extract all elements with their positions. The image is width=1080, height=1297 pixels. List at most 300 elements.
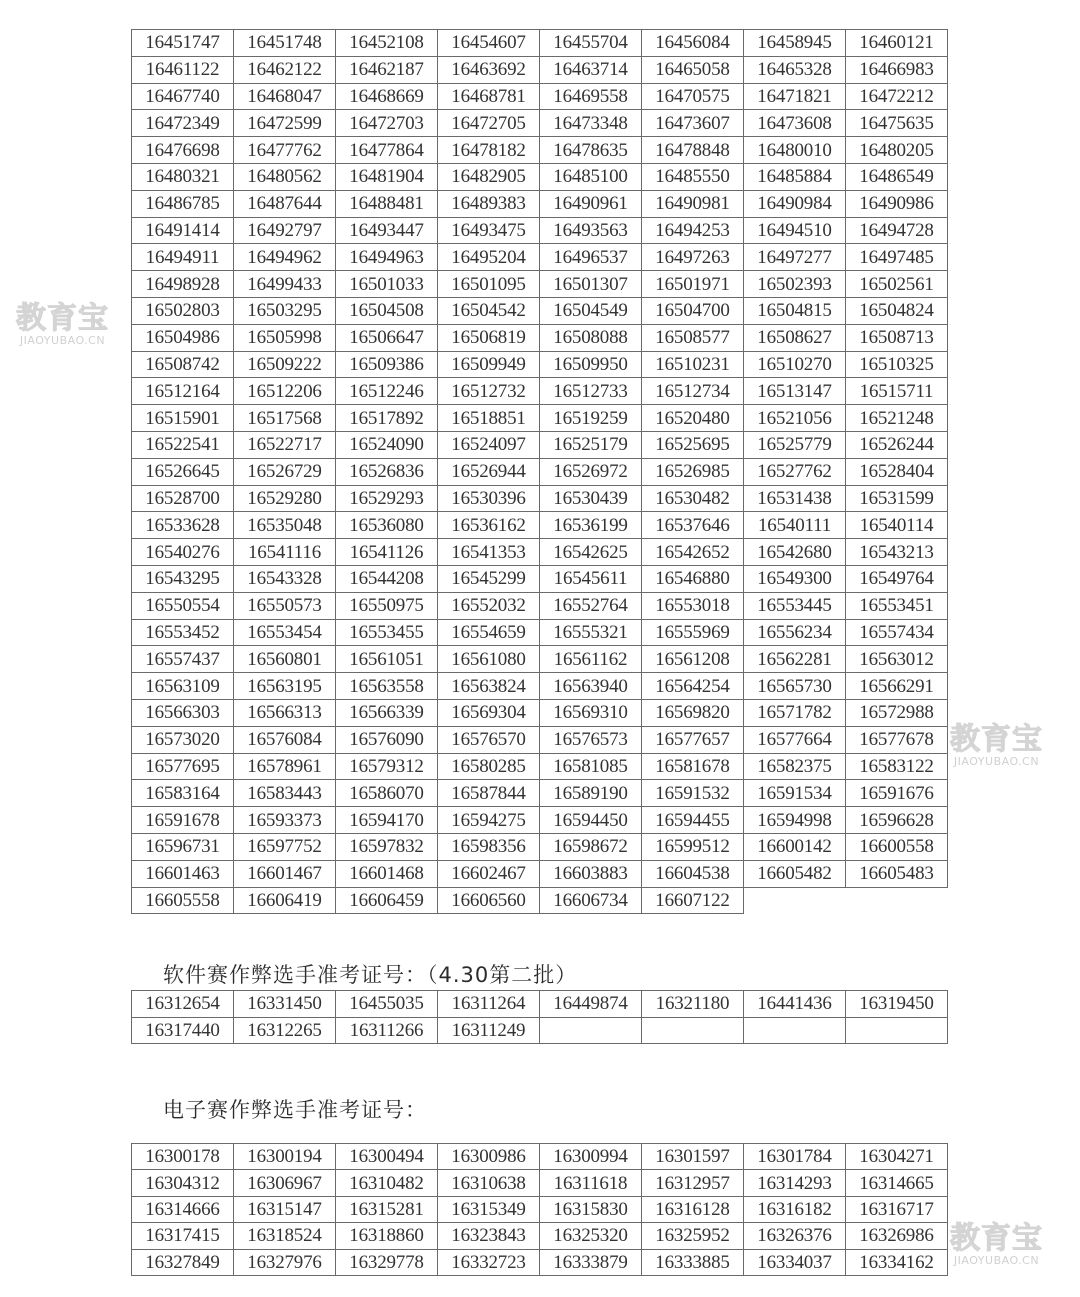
exam-number-cell: 16518851: [438, 405, 540, 432]
exam-number-cell: 16596731: [132, 833, 234, 860]
exam-number-cell: 16512246: [336, 378, 438, 405]
exam-number-cell: 16493563: [540, 217, 642, 244]
exam-number-cell: 16310638: [438, 1170, 540, 1196]
exam-number-cell: 16577664: [744, 726, 846, 753]
exam-number-cell: 16576090: [336, 726, 438, 753]
exam-number-cell: 16605483: [846, 860, 948, 887]
exam-number-cell: 16601468: [336, 860, 438, 887]
exam-number-cell: 16472349: [132, 110, 234, 137]
exam-number-cell: 16327976: [234, 1249, 336, 1275]
exam-number-cell: 16552032: [438, 592, 540, 619]
table-row: [132, 991, 948, 1018]
table-row: [132, 431, 948, 458]
exam-number-cell: 16325952: [642, 1223, 744, 1249]
watermark-cn-text: 教育宝: [950, 722, 1043, 757]
empty-cell: [642, 1017, 744, 1044]
table-row: [132, 1170, 948, 1196]
exam-number-cell: 16504700: [642, 297, 744, 324]
exam-number-cell: 16565730: [744, 673, 846, 700]
exam-number-cell: 16469558: [540, 83, 642, 110]
exam-number-cell: 16310482: [336, 1170, 438, 1196]
table-row: [132, 190, 948, 217]
table-row: [132, 324, 948, 351]
exam-number-cell: 16317415: [132, 1223, 234, 1249]
exam-number-cell: 16488481: [336, 190, 438, 217]
exam-number-cell: 16571782: [744, 699, 846, 726]
exam-number-cell: 16504508: [336, 297, 438, 324]
exam-number-cell: 16561162: [540, 646, 642, 673]
exam-number-cell: 16480205: [846, 137, 948, 164]
exam-number-cell: 16550554: [132, 592, 234, 619]
exam-number-cell: 16326986: [846, 1223, 948, 1249]
watermark-logo: [950, 1223, 1043, 1267]
exam-number-cell: 16589190: [540, 780, 642, 807]
exam-number-cell: 16555321: [540, 619, 642, 646]
exam-number-cell: 16560801: [234, 646, 336, 673]
watermark-en-text: JIAOYUBAO.CN: [953, 755, 1040, 768]
exam-number-cell: 16506819: [438, 324, 540, 351]
exam-number-cell: 16594998: [744, 807, 846, 834]
exam-number-cell: 16332723: [438, 1249, 540, 1275]
table-row: [132, 807, 948, 834]
exam-number-cell: 16486785: [132, 190, 234, 217]
exam-number-cell: 16315349: [438, 1196, 540, 1222]
exam-number-cell: 16566313: [234, 699, 336, 726]
table-row: [132, 56, 948, 83]
exam-number-cell: 16497485: [846, 244, 948, 271]
exam-number-cell: 16473348: [540, 110, 642, 137]
exam-number-cell: 16478182: [438, 137, 540, 164]
exam-number-cell: 16515711: [846, 378, 948, 405]
exam-number-cell: 16333879: [540, 1249, 642, 1275]
exam-number-cell: 16311618: [540, 1170, 642, 1196]
exam-number-cell: 16473608: [744, 110, 846, 137]
exam-number-cell: 16312654: [132, 991, 234, 1018]
exam-number-cell: 16502803: [132, 297, 234, 324]
exam-number-cell: 16478635: [540, 137, 642, 164]
exam-number-cell: 16480010: [744, 137, 846, 164]
table-row: [132, 244, 948, 271]
exam-number-cell: 16508713: [846, 324, 948, 351]
exam-number-cell: 16502393: [744, 271, 846, 298]
empty-cell: [744, 1017, 846, 1044]
table-row: [132, 137, 948, 164]
exam-number-cell: 16591534: [744, 780, 846, 807]
exam-number-cell: 16569304: [438, 699, 540, 726]
exam-number-cell: 16311264: [438, 991, 540, 1018]
exam-number-cell: 16473607: [642, 110, 744, 137]
exam-number-cell: 16472705: [438, 110, 540, 137]
exam-number-cell: 16512206: [234, 378, 336, 405]
exam-number-cell: 16577695: [132, 753, 234, 780]
table-row: [132, 833, 948, 860]
exam-number-cell: 16599512: [642, 833, 744, 860]
exam-number-cell: 16591676: [846, 780, 948, 807]
exam-number-cell: 16556234: [744, 619, 846, 646]
exam-number-cell: 16562281: [744, 646, 846, 673]
exam-number-cell: 16583164: [132, 780, 234, 807]
exam-number-cell: 16544208: [336, 565, 438, 592]
exam-number-cell: 16316128: [642, 1196, 744, 1222]
table-row: [132, 1249, 948, 1275]
exam-number-cell: 16596628: [846, 807, 948, 834]
software-section-title: 软件赛作弊选手准考证号：（4.30第二批）: [163, 963, 578, 987]
exam-number-cell: 16490984: [744, 190, 846, 217]
exam-number-cell: 16456084: [642, 30, 744, 57]
exam-number-cell: 16535048: [234, 512, 336, 539]
table-row: [132, 699, 948, 726]
table-row: [132, 512, 948, 539]
exam-number-cell: 16472212: [846, 83, 948, 110]
exam-number-cell: 16510270: [744, 351, 846, 378]
exam-number-cell: 16525779: [744, 431, 846, 458]
electronic-section-title: 电子赛作弊选手准考证号：: [163, 1098, 427, 1122]
table-row: [132, 780, 948, 807]
exam-number-cell: 16515901: [132, 405, 234, 432]
exam-number-cell: 16493447: [336, 217, 438, 244]
exam-number-cell: 16553445: [744, 592, 846, 619]
table-row: [132, 539, 948, 566]
exam-number-cell: 16526645: [132, 458, 234, 485]
exam-number-cell: 16510231: [642, 351, 744, 378]
exam-number-cell: 16334037: [744, 1249, 846, 1275]
exam-number-cell: 16493475: [438, 217, 540, 244]
watermark-en-text: JIAOYUBAO.CN: [953, 1254, 1040, 1267]
exam-number-cell: 16325320: [540, 1223, 642, 1249]
exam-number-cell: 16462122: [234, 56, 336, 83]
exam-number-cell: 16553454: [234, 619, 336, 646]
exam-number-cell: 16561051: [336, 646, 438, 673]
exam-number-cell: 16563012: [846, 646, 948, 673]
exam-number-cell: 16525179: [540, 431, 642, 458]
exam-number-cell: 16541116: [234, 539, 336, 566]
exam-number-cell: 16314665: [846, 1170, 948, 1196]
exam-number-cell: 16487644: [234, 190, 336, 217]
exam-number-cell: 16522717: [234, 431, 336, 458]
exam-number-cell: 16321180: [642, 991, 744, 1018]
exam-number-cell: 16526729: [234, 458, 336, 485]
exam-number-cell: 16475635: [846, 110, 948, 137]
exam-number-cell: 16300494: [336, 1144, 438, 1170]
exam-number-cell: 16486549: [846, 163, 948, 190]
exam-number-cell: 16542680: [744, 539, 846, 566]
table-row: [132, 271, 948, 298]
table-row: [132, 217, 948, 244]
table-row: [132, 30, 948, 57]
exam-number-cell: 16498928: [132, 271, 234, 298]
exam-number-cell: 16485550: [642, 163, 744, 190]
exam-number-cell: 16476698: [132, 137, 234, 164]
empty-cell: [846, 1017, 948, 1044]
table-row: [132, 753, 948, 780]
exam-number-cell: 16458945: [744, 30, 846, 57]
exam-number-cell: 16581085: [540, 753, 642, 780]
exam-number-cell: 16586070: [336, 780, 438, 807]
exam-number-cell: 16316182: [744, 1196, 846, 1222]
table-row: [132, 297, 948, 324]
exam-number-cell: 16530439: [540, 485, 642, 512]
exam-number-cell: 16517568: [234, 405, 336, 432]
watermark-en-text: JIAOYUBAO.CN: [19, 334, 106, 347]
exam-number-cell: 16600142: [744, 833, 846, 860]
exam-number-cell: 16512164: [132, 378, 234, 405]
exam-number-cell: 16455704: [540, 30, 642, 57]
exam-number-cell: 16601463: [132, 860, 234, 887]
exam-number-cell: 16455035: [336, 991, 438, 1018]
exam-number-cell: 16576570: [438, 726, 540, 753]
exam-number-cell: 16545611: [540, 565, 642, 592]
watermark-cn-text: 教育宝: [16, 301, 109, 336]
exam-number-cell: 16306967: [234, 1170, 336, 1196]
exam-number-cell: 16301784: [744, 1144, 846, 1170]
exam-number-cell: 16606734: [540, 887, 642, 914]
exam-number-cell: 16315281: [336, 1196, 438, 1222]
main-exam-number-table: [131, 29, 948, 914]
table-row: [132, 887, 948, 914]
exam-number-cell: 16597752: [234, 833, 336, 860]
exam-number-cell: 16319450: [846, 991, 948, 1018]
exam-number-cell: 16550573: [234, 592, 336, 619]
exam-number-cell: 16468047: [234, 83, 336, 110]
exam-number-cell: 16606419: [234, 887, 336, 914]
exam-number-cell: 16504815: [744, 297, 846, 324]
exam-number-cell: 16594170: [336, 807, 438, 834]
exam-number-cell: 16492797: [234, 217, 336, 244]
exam-number-cell: 16312957: [642, 1170, 744, 1196]
exam-number-cell: 16501971: [642, 271, 744, 298]
exam-number-cell: 16509222: [234, 351, 336, 378]
exam-number-cell: 16512733: [540, 378, 642, 405]
exam-number-cell: 16499433: [234, 271, 336, 298]
exam-number-cell: 16566303: [132, 699, 234, 726]
exam-number-cell: 16463714: [540, 56, 642, 83]
table-row: [132, 1196, 948, 1222]
exam-number-cell: 16490986: [846, 190, 948, 217]
exam-number-cell: 16578961: [234, 753, 336, 780]
exam-number-cell: 16543213: [846, 539, 948, 566]
exam-number-cell: 16602467: [438, 860, 540, 887]
exam-number-cell: 16552764: [540, 592, 642, 619]
exam-number-cell: 16563558: [336, 673, 438, 700]
exam-number-cell: 16536080: [336, 512, 438, 539]
exam-number-cell: 16581678: [642, 753, 744, 780]
exam-number-cell: 16505998: [234, 324, 336, 351]
exam-number-cell: 16531599: [846, 485, 948, 512]
exam-number-cell: 16506647: [336, 324, 438, 351]
exam-number-cell: 16466983: [846, 56, 948, 83]
table-row: [132, 1017, 948, 1044]
exam-number-cell: 16536162: [438, 512, 540, 539]
exam-number-cell: 16591532: [642, 780, 744, 807]
exam-number-cell: 16470575: [642, 83, 744, 110]
exam-number-cell: 16564254: [642, 673, 744, 700]
exam-number-cell: 16519259: [540, 405, 642, 432]
exam-number-cell: 16526944: [438, 458, 540, 485]
table-row: [132, 565, 948, 592]
exam-number-cell: 16579312: [336, 753, 438, 780]
exam-number-cell: 16495204: [438, 244, 540, 271]
exam-number-cell: 16526244: [846, 431, 948, 458]
exam-number-cell: 16542652: [642, 539, 744, 566]
table-row: [132, 592, 948, 619]
exam-number-cell: 16494962: [234, 244, 336, 271]
exam-number-cell: 16577657: [642, 726, 744, 753]
exam-number-cell: 16489383: [438, 190, 540, 217]
exam-number-cell: 16512734: [642, 378, 744, 405]
exam-number-cell: 16491414: [132, 217, 234, 244]
exam-number-cell: 16477864: [336, 137, 438, 164]
exam-number-cell: 16468781: [438, 83, 540, 110]
table-row: [132, 646, 948, 673]
exam-number-cell: 16472703: [336, 110, 438, 137]
exam-number-cell: 16540111: [744, 512, 846, 539]
exam-number-cell: 16494911: [132, 244, 234, 271]
exam-number-cell: 16333885: [642, 1249, 744, 1275]
exam-number-cell: 16524097: [438, 431, 540, 458]
exam-number-cell: 16508742: [132, 351, 234, 378]
exam-number-cell: 16509949: [438, 351, 540, 378]
watermark-cn-text: 教育宝: [950, 1221, 1043, 1256]
table-row: [132, 458, 948, 485]
exam-number-cell: 16525695: [642, 431, 744, 458]
exam-number-cell: 16454607: [438, 30, 540, 57]
exam-number-cell: 16497263: [642, 244, 744, 271]
exam-number-cell: 16553451: [846, 592, 948, 619]
exam-number-cell: 16472599: [234, 110, 336, 137]
exam-number-cell: 16546880: [642, 565, 744, 592]
exam-number-cell: 16528700: [132, 485, 234, 512]
exam-number-cell: 16542625: [540, 539, 642, 566]
exam-number-cell: 16463692: [438, 56, 540, 83]
exam-number-cell: 16536199: [540, 512, 642, 539]
exam-number-cell: 16477762: [234, 137, 336, 164]
exam-number-cell: 16504986: [132, 324, 234, 351]
exam-number-cell: 16557434: [846, 619, 948, 646]
exam-number-cell: 16533628: [132, 512, 234, 539]
exam-number-cell: 16508627: [744, 324, 846, 351]
exam-number-cell: 16465058: [642, 56, 744, 83]
exam-number-cell: 16509386: [336, 351, 438, 378]
exam-number-cell: 16553452: [132, 619, 234, 646]
exam-number-cell: 16537646: [642, 512, 744, 539]
exam-number-cell: 16460121: [846, 30, 948, 57]
exam-number-cell: 16587844: [438, 780, 540, 807]
exam-number-cell: 16501307: [540, 271, 642, 298]
exam-number-cell: 16494253: [642, 217, 744, 244]
exam-number-cell: 16520480: [642, 405, 744, 432]
exam-number-cell: 16545299: [438, 565, 540, 592]
table-row: [132, 378, 948, 405]
table-row: [132, 110, 948, 137]
exam-number-cell: 16530396: [438, 485, 540, 512]
exam-number-cell: 16593373: [234, 807, 336, 834]
exam-number-cell: 16524090: [336, 431, 438, 458]
exam-number-cell: 16604538: [642, 860, 744, 887]
exam-number-cell: 16451747: [132, 30, 234, 57]
exam-number-cell: 16480562: [234, 163, 336, 190]
watermark-logo: [950, 724, 1043, 768]
exam-number-cell: 16566291: [846, 673, 948, 700]
exam-number-cell: 16543328: [234, 565, 336, 592]
exam-number-cell: 16541126: [336, 539, 438, 566]
exam-number-cell: 16572988: [846, 699, 948, 726]
exam-number-cell: 16304312: [132, 1170, 234, 1196]
exam-number-cell: 16485100: [540, 163, 642, 190]
exam-number-cell: 16597832: [336, 833, 438, 860]
exam-number-cell: 16553018: [642, 592, 744, 619]
exam-number-cell: 16315830: [540, 1196, 642, 1222]
table-row: [132, 83, 948, 110]
exam-number-cell: 16573020: [132, 726, 234, 753]
exam-number-cell: 16563195: [234, 673, 336, 700]
exam-number-cell: 16529293: [336, 485, 438, 512]
table-row: [132, 619, 948, 646]
exam-number-cell: 16563109: [132, 673, 234, 700]
exam-number-cell: 16304271: [846, 1144, 948, 1170]
exam-number-cell: 16554659: [438, 619, 540, 646]
exam-number-cell: 16540114: [846, 512, 948, 539]
software-exam-number-table: [131, 990, 948, 1044]
exam-number-cell: 16300178: [132, 1144, 234, 1170]
exam-number-cell: 16569310: [540, 699, 642, 726]
exam-number-cell: 16504549: [540, 297, 642, 324]
exam-number-cell: 16482905: [438, 163, 540, 190]
exam-number-cell: 16471821: [744, 83, 846, 110]
exam-number-cell: 16594455: [642, 807, 744, 834]
exam-number-cell: 16449874: [540, 991, 642, 1018]
exam-number-cell: 16300994: [540, 1144, 642, 1170]
exam-number-cell: 16529280: [234, 485, 336, 512]
exam-number-cell: 16598356: [438, 833, 540, 860]
exam-number-cell: 16553455: [336, 619, 438, 646]
exam-number-cell: 16569820: [642, 699, 744, 726]
electronic-exam-number-table: [131, 1143, 948, 1276]
exam-number-cell: 16311249: [438, 1017, 540, 1044]
exam-number-cell: 16540276: [132, 539, 234, 566]
exam-number-cell: 16557437: [132, 646, 234, 673]
exam-number-cell: 16530482: [642, 485, 744, 512]
exam-number-cell: 16327849: [132, 1249, 234, 1275]
exam-number-cell: 16583443: [234, 780, 336, 807]
exam-number-cell: 16607122: [642, 887, 744, 914]
table-row: [132, 1144, 948, 1170]
exam-number-cell: 16543295: [132, 565, 234, 592]
exam-number-cell: 16549764: [846, 565, 948, 592]
watermark-logo: [16, 303, 109, 347]
exam-number-cell: 16563940: [540, 673, 642, 700]
exam-number-cell: 16526985: [642, 458, 744, 485]
exam-number-cell: 16606560: [438, 887, 540, 914]
exam-number-cell: 16494510: [744, 217, 846, 244]
exam-number-cell: 16504824: [846, 297, 948, 324]
exam-number-cell: 16591678: [132, 807, 234, 834]
table-row: [132, 1223, 948, 1249]
exam-number-cell: 16576084: [234, 726, 336, 753]
exam-number-cell: 16496537: [540, 244, 642, 271]
exam-number-cell: 16598672: [540, 833, 642, 860]
blank-space: [846, 887, 948, 914]
exam-number-cell: 16502561: [846, 271, 948, 298]
exam-number-cell: 16531438: [744, 485, 846, 512]
exam-number-cell: 16467740: [132, 83, 234, 110]
table-row: [132, 405, 948, 432]
exam-number-cell: 16329778: [336, 1249, 438, 1275]
blank-space: [744, 887, 846, 914]
exam-number-cell: 16300194: [234, 1144, 336, 1170]
exam-number-cell: 16550975: [336, 592, 438, 619]
exam-number-cell: 16521056: [744, 405, 846, 432]
exam-number-cell: 16311266: [336, 1017, 438, 1044]
